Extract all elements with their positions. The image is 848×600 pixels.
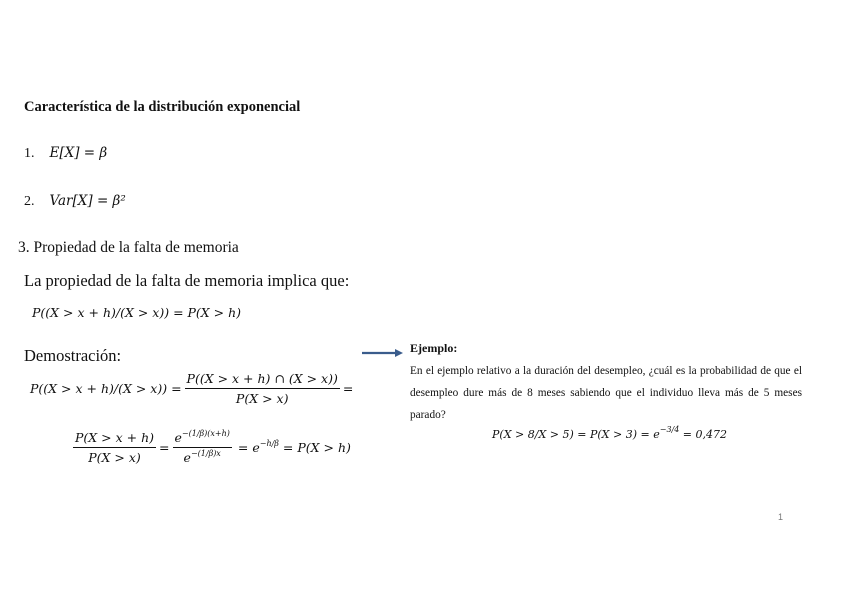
list-number: 1. bbox=[24, 146, 35, 161]
property-intro: La propiedad de la falta de memoria implica que: bbox=[24, 271, 350, 290]
mean-formula: E[X] = β bbox=[49, 145, 108, 161]
example-heading: Ejemplo: bbox=[410, 341, 458, 355]
exp-power: −3/4 bbox=[659, 425, 680, 434]
exp-base: e bbox=[174, 430, 182, 445]
proof-line-1-lhs: P((X > x + h)/(X > x)) = bbox=[30, 381, 182, 396]
exp-denominator bbox=[182, 448, 223, 465]
demostracion-label: Demostración: bbox=[24, 346, 122, 365]
exp-power: −h/β bbox=[259, 439, 279, 448]
equals-sign: = bbox=[159, 440, 170, 455]
exp-base: e bbox=[183, 450, 191, 465]
fraction-denominator: P(X > x) bbox=[88, 450, 141, 465]
property-formula: P((X > x + h)/(X > x)) = P(X > h) bbox=[32, 305, 242, 320]
exponential-fraction bbox=[173, 430, 232, 465]
example-formula bbox=[492, 425, 728, 441]
proof-fraction-1 bbox=[185, 371, 340, 406]
proof-line-1 bbox=[30, 371, 353, 406]
list-item-mean bbox=[24, 145, 107, 162]
exp-simplified bbox=[238, 440, 279, 455]
fraction-numerator: P(X > x + h) bbox=[73, 430, 156, 448]
arrow-icon bbox=[362, 345, 404, 363]
list-item-variance bbox=[24, 193, 126, 210]
variance-formula: Var[X] = β² bbox=[49, 193, 126, 209]
proof-result: = P(X > h) bbox=[282, 440, 351, 455]
exp-power: −(1/β)x bbox=[190, 449, 221, 458]
equals-sign: = bbox=[342, 381, 354, 396]
proof-line-2 bbox=[70, 430, 351, 465]
fraction-denominator: P(X > x) bbox=[235, 391, 289, 406]
page-number: 1 bbox=[778, 512, 784, 522]
list-number: 2. bbox=[24, 194, 35, 209]
exp-power: −(1/β)(x+h) bbox=[181, 429, 230, 438]
example-formula-result: = 0,472 bbox=[679, 428, 728, 441]
proof-fraction-2 bbox=[73, 430, 156, 465]
exp-numerator bbox=[173, 430, 232, 448]
example-text: En el ejemplo relativo a la duración del desempleo, ¿cuál es la probabilidad de que el desempleo dure más de 8 meses sabiendo que el individuo lleva más de 5 meses parado? bbox=[410, 365, 802, 421]
property-heading: 3. Propiedad de la falta de memoria bbox=[18, 239, 239, 256]
section-title: Característica de la distribución exponencial bbox=[24, 99, 301, 115]
example-formula-lhs: P(X > 8/X > 5) = P(X > 3) = e bbox=[492, 428, 660, 441]
fraction-numerator: P((X > x + h) ∩ (X > x)) bbox=[185, 371, 340, 389]
exp-base: = e bbox=[237, 440, 260, 455]
